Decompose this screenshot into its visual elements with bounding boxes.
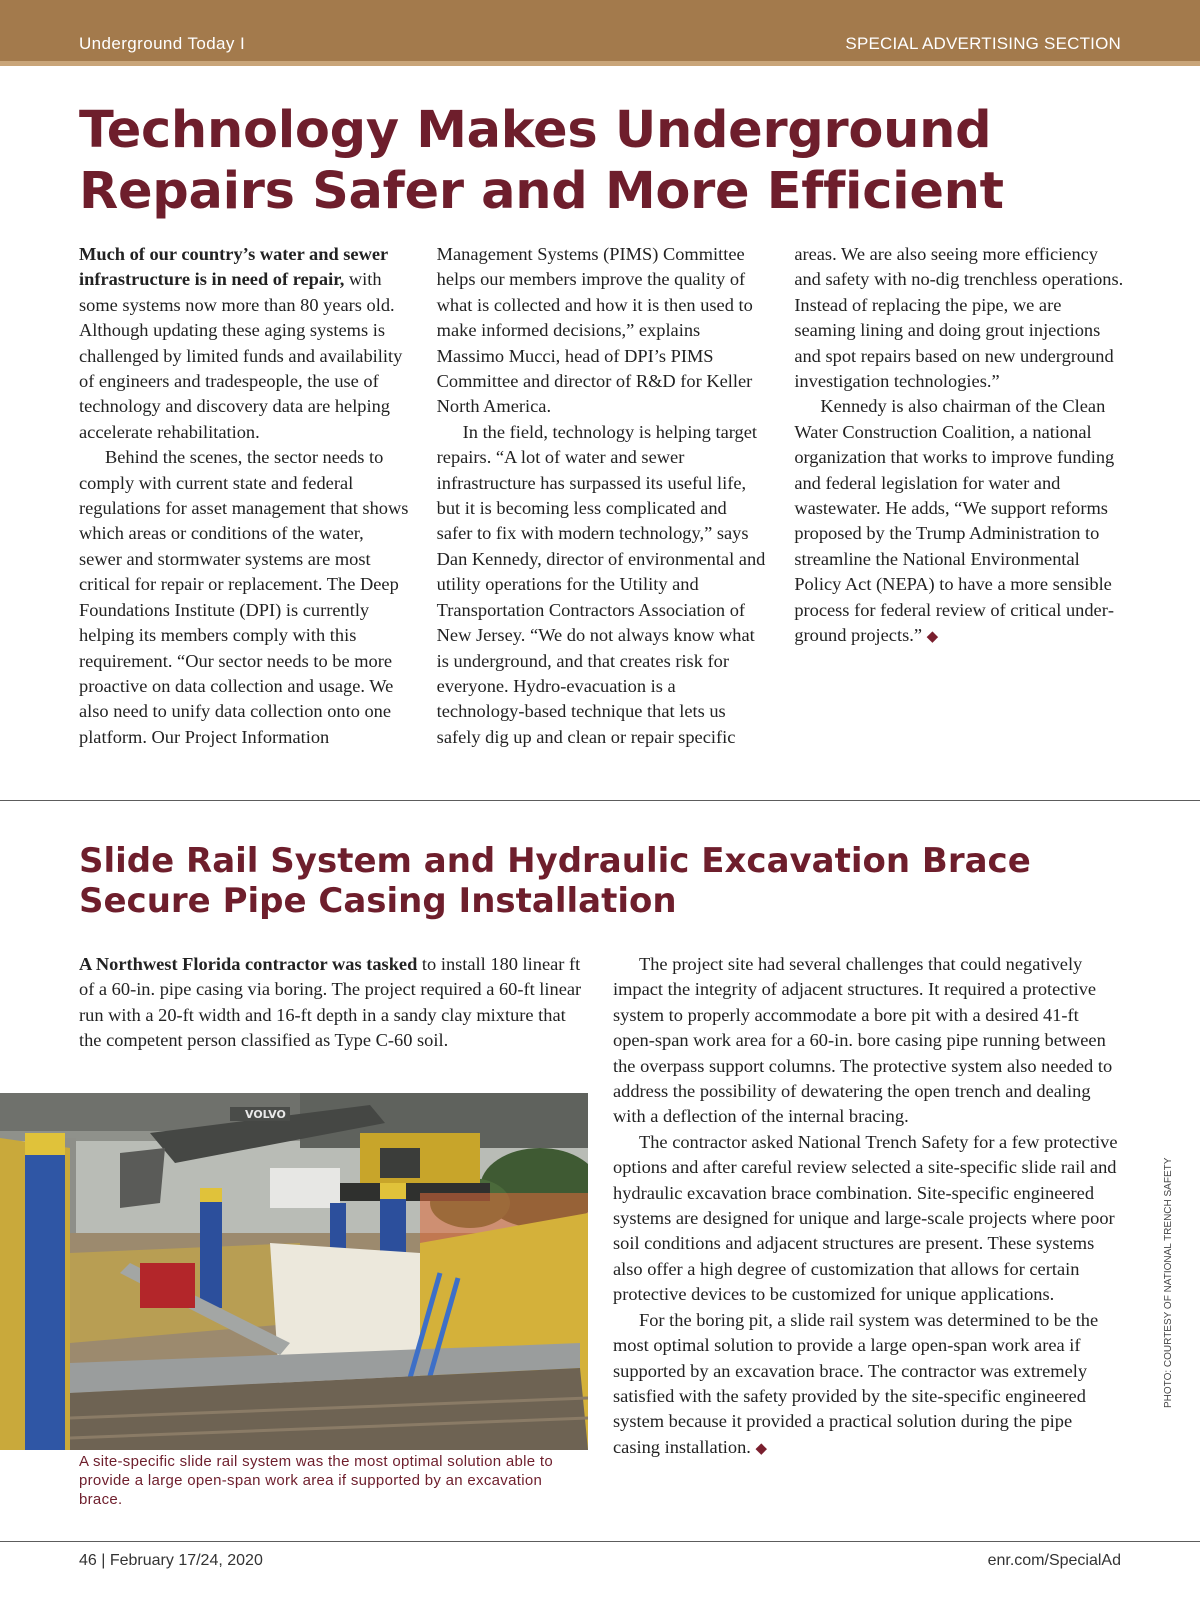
article1-final-text: Kennedy is also chairman of the Clean Water Construction Coalition, a national organization that works to improve funding and federal legislation for water and wastewater. He adds, “We support reforms proposed by the Trump Administration to streamline the National Environmental Policy Act (NEPA) to have a more sensible process for federal review of critical underground projects.” <box>794 396 1115 646</box>
article2-paragraph <box>79 952 587 1054</box>
page-number-date: 46 | February 17/24, 2020 <box>79 1552 263 1569</box>
advertising-label: SPECIAL ADVERTISING SECTION <box>845 34 1121 53</box>
end-mark-icon: ◆ <box>755 1440 768 1457</box>
article1-paragraph: In the field, technology is helping target repairs. “A lot of water and sewer infrastructure has surpassed its useful life, but it is becoming less complicated and safer to fix with modern technology,” says Dan Kennedy, director of environmental and utility operations for the Utility and Transportation Contractors Association of New Jersey. “We do not always know what is underground, and that creates risk for everyone. Hydro-evacuation is a technology-based technique that lets us safely dig up and clean or repair specific areas. We are also seeing more efficiency and safety with no-dig trenchless operations. Instead of replacing the pipe, we are seaming lining and doing grout injections and spot repairs based on new underground investigation technologies.” <box>436 244 1124 747</box>
section-name: Underground Today I <box>79 34 246 53</box>
article2-paragraph <box>613 1308 1123 1462</box>
photo-caption: A site-specific slide rail system was the most optimal solution able to provide a large open-span work area if supported by an excavation brace. <box>79 1453 553 1508</box>
article1-paragraph: Behind the scenes, the sector needs to comply with current state and federal regulations for asset management that shows which areas or conditions of the water, sewer and stormwater systems are most critical for repair or replacement. The Deep Foundations Institute (DPI) is currently helping its members comply with this requirement. “Our sector needs to be more proactive on data collection and usage. We also need to unify data collection onto one platform. Our Project Information Management Systems (PIMS) Committee helps our members improve the quality of what is collected and how it is then used to make informed decisions,” explains Massimo Mucci, head of DPI’s PIMS Committee and director of R&D for Keller North America. <box>79 244 753 747</box>
article2-title: Slide Rail System and Hydraulic Excavation Brace Secure Pipe Casing Installation <box>79 841 1031 921</box>
article2-final-text: For the boring pit, a slide rail system was determined to be the most optimal solution to provide a large open-span work area if supported by an excavation brace. The contractor was extremely satisfied with the safety provided by the site-specific engineered system because it provided a practical solution during the pipe casing installation. <box>613 1309 1099 1457</box>
article1-lead-rest: with some systems now more than 80 years old. Although updating these aging systems is challenged by limited funds and availability of engineers and tradespeople, the use of technology and discovery data are helping accelerate rehabilitation. <box>79 269 403 442</box>
site-photo <box>0 1093 588 1450</box>
article1-lead: Much of our country’s water and sewer infrastructure is in need of repair, <box>79 244 388 290</box>
article2-lead-rest: to install 180 linear ft of a 60-in. pipe casing via boring. The project required a 60-ft linear run with a 20-ft width and 16-ft depth in a sandy clay mixture that the competent person classified as Type C-60 soil. <box>79 954 582 1051</box>
article1-body <box>79 242 1124 757</box>
section-divider <box>0 800 1200 801</box>
article2-body <box>613 952 1123 1462</box>
article1-paragraph <box>794 394 1124 650</box>
article2-intro <box>79 952 587 1054</box>
header-bar <box>0 0 1200 66</box>
article2-lead: A Northwest Florida contractor was tasked <box>79 954 418 974</box>
slide-rail-photo-illustration <box>0 1093 588 1450</box>
footer-rule <box>0 1541 1200 1542</box>
excavator-brand: VOLVO <box>245 1108 286 1121</box>
article1-paragraph <box>79 242 409 445</box>
end-mark-icon: ◆ <box>926 629 939 646</box>
article2-paragraph: The contractor asked National Trench Safety for a few protective options and after careful review selected a site-specific slide rail and hydraulic excavation brace combination. Site-specific engineered systems are designed for unique and large-scale projects where poor soil conditions and adjacent structures are present. These systems also offer a high degree of customization that allows for certain protective devices to be customized for unique applications. <box>613 1131 1118 1305</box>
article2-paragraph: The project site had several challenges that could negatively impact the integrity of adjacent structures. It required a protective system to properly accommodate a bore pit with a desired 41-ft open-span work area for a 60-in. bore casing pipe running between the overpass support columns. The protective system also needed to address the possibility of dewatering the open trench and dealing with a deflection of the internal bracing. <box>613 954 1113 1127</box>
footer-url[interactable]: enr.com/SpecialAd <box>987 1552 1121 1569</box>
article1-title: Technology Makes Underground Repairs Safer and More Efficient <box>79 101 1004 221</box>
photo-credit: PHOTO: COURTESY OF NATIONAL TRENCH SAFETY <box>1163 1157 1174 1408</box>
